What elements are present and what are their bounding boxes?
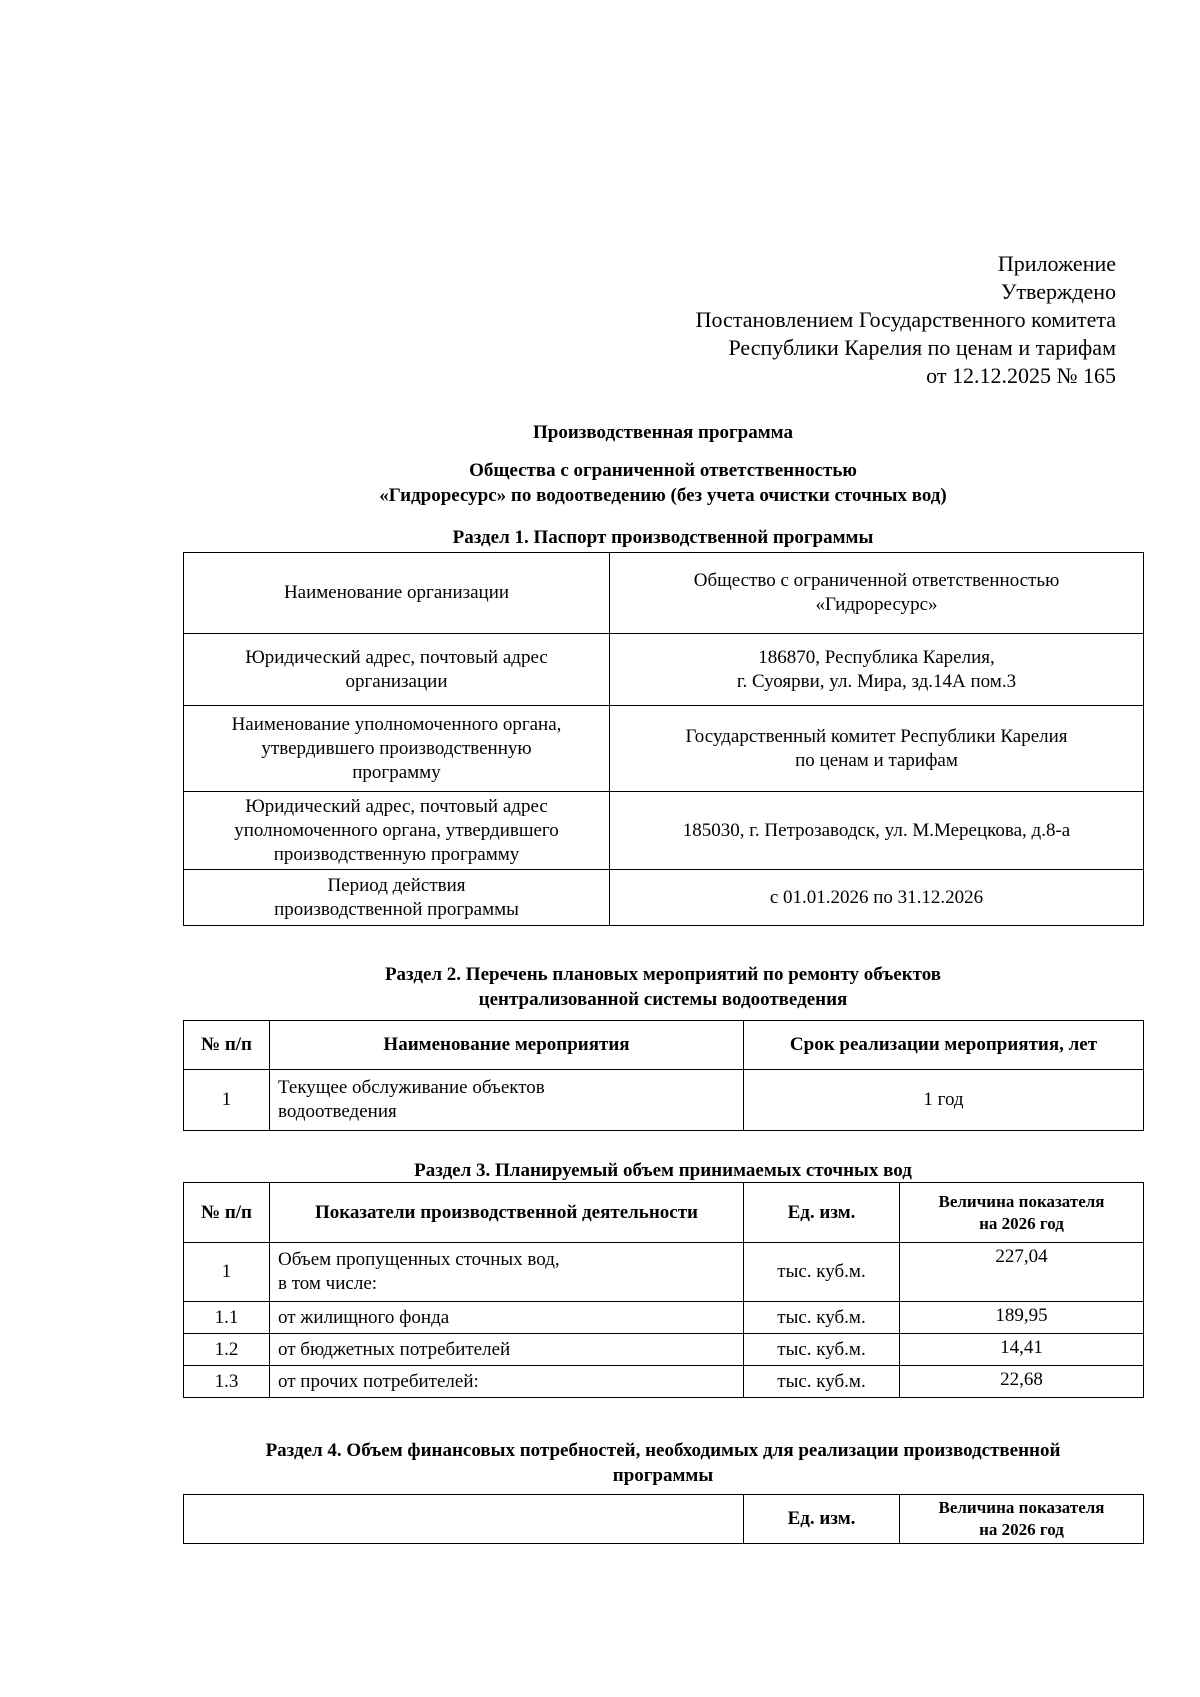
table-row [184, 1243, 1144, 1302]
row-value: 189,95 [900, 1302, 1144, 1334]
org-name-label: Наименование организации [184, 553, 610, 634]
section2-measures-table [183, 1020, 1144, 1131]
org-address-value-line-2: г. Суоярви, ул. Мира, зд.14А пом.3 [736, 670, 1017, 692]
section4-finance-table [183, 1494, 1144, 1544]
row-unit: тыс. куб.м. [744, 1334, 900, 1366]
section3-volume-table [183, 1182, 1144, 1398]
header-value-line-2: на 2026 год [979, 1213, 1064, 1233]
authority-name-label [184, 706, 610, 792]
header-blank [184, 1495, 744, 1544]
section2-title-line-1: Раздел 2. Перечень плановых мероприятий по ремонту объектов [384, 964, 942, 985]
header-num: № п/п [184, 1183, 270, 1243]
table-header-row [184, 1021, 1144, 1070]
row-unit: тыс. куб.м. [744, 1302, 900, 1334]
authority-address-label-line-3: производственную программу [273, 843, 520, 865]
section2-title [183, 962, 1143, 1012]
row-indicator: от жилищного фонда [270, 1302, 744, 1334]
org-name-value-line-2: «Гидроресурс» [815, 594, 938, 615]
organization-title-line-1: Общества с ограниченной ответственностью [469, 460, 857, 481]
measure-num: 1 [184, 1070, 270, 1131]
approval-line-committee: Республики Карелия по ценам и тарифам [728, 335, 1116, 360]
authority-name-label-line-3: программу [352, 761, 441, 783]
org-name-value [610, 553, 1144, 634]
program-period-label [184, 870, 610, 926]
header-value [900, 1495, 1144, 1544]
row-indicator-line-1: Объем пропущенных сточных вод, [278, 1249, 560, 1270]
authority-name-value [610, 706, 1144, 792]
section4-title-line-2: программы [612, 1465, 714, 1486]
authority-name-label-line-1: Наименование уполномоченного органа, [231, 713, 562, 735]
header-value-line-2: на 2026 год [979, 1520, 1064, 1539]
header-indicator: Показатели производственной деятельности [270, 1183, 744, 1243]
organization-title [183, 458, 1143, 508]
table-header-row [184, 1183, 1144, 1243]
row-indicator: от бюджетных потребителей [270, 1334, 744, 1366]
row-unit: тыс. куб.м. [744, 1366, 900, 1398]
program-period-label-line-2: производственной программы [274, 898, 519, 920]
program-title: Производственная программа [533, 422, 793, 443]
row-num: 1 [184, 1243, 270, 1302]
row-num: 1.3 [184, 1366, 270, 1398]
table-row [184, 553, 1144, 634]
org-address-label [184, 634, 610, 706]
program-period-value: с 01.01.2026 по 31.12.2026 [610, 870, 1144, 926]
authority-name-value-line-1: Государственный комитет Республики Карелия [685, 725, 1068, 747]
table-row [184, 870, 1144, 926]
table-row [184, 792, 1144, 870]
header-measure-term: Срок реализации мероприятия, лет [744, 1021, 1144, 1070]
authority-address-value: 185030, г. Петрозаводск, ул. М.Мерецкова, д.8-а [610, 792, 1144, 870]
table-row [184, 1302, 1144, 1334]
header-unit: Ед. изм. [744, 1183, 900, 1243]
table-row [184, 706, 1144, 792]
row-num: 1.2 [184, 1334, 270, 1366]
row-value: 227,04 [900, 1243, 1144, 1302]
section1-passport-table [183, 552, 1144, 926]
authority-address-label-line-2: уполномоченного органа, утвердившего [234, 819, 559, 841]
org-address-label-line-2: организации [345, 670, 448, 692]
table-header-row [184, 1495, 1144, 1544]
table-row [184, 634, 1144, 706]
measure-term: 1 год [744, 1070, 1144, 1131]
row-indicator: от прочих потребителей: [270, 1366, 744, 1398]
section1-title: Раздел 1. Паспорт производственной программы [452, 527, 874, 548]
measure-name-line-1: Текущее обслуживание объектов [278, 1077, 545, 1098]
header-unit: Ед. изм. [744, 1495, 900, 1544]
row-value: 14,41 [900, 1334, 1144, 1366]
program-period-label-line-1: Период действия [327, 874, 466, 896]
authority-address-label [184, 792, 610, 870]
section4-title [183, 1438, 1143, 1488]
header-value-line-1: Величина показателя [938, 1191, 1105, 1211]
row-unit: тыс. куб.м. [744, 1243, 900, 1302]
measure-name [270, 1070, 744, 1131]
row-num: 1.1 [184, 1302, 270, 1334]
section2-title-line-2: централизованной системы водоотведения [478, 989, 848, 1010]
row-value: 22,68 [900, 1366, 1144, 1398]
approval-line-date-number: от 12.12.2025 № 165 [926, 363, 1116, 388]
header-measure-name: Наименование мероприятия [270, 1021, 744, 1070]
org-address-value-line-1: 186870, Республика Карелия, [758, 646, 995, 668]
approval-line-appendix: Приложение [997, 251, 1116, 276]
row-indicator [270, 1243, 744, 1302]
header-value [900, 1183, 1144, 1243]
org-address-label-line-1: Юридический адрес, почтовый адрес [245, 646, 548, 668]
authority-address-label-line-1: Юридический адрес, почтовый адрес [245, 795, 548, 817]
measure-name-line-2: водоотведения [278, 1101, 397, 1122]
table-row [184, 1334, 1144, 1366]
row-indicator-line-2: в том числе: [278, 1273, 378, 1294]
header-num: № п/п [184, 1021, 270, 1070]
approval-block [516, 250, 1116, 390]
authority-name-label-line-2: утвердившего производственную [261, 737, 532, 759]
approval-line-resolution: Постановлением Государственного комитета [695, 307, 1116, 332]
section3-title: Раздел 3. Планируемый объем принимаемых сточных вод [414, 1160, 912, 1181]
header-value-line-1: Величина показателя [938, 1498, 1105, 1517]
approval-line-approved: Утверждено [1000, 279, 1116, 304]
section4-title-line-1: Раздел 4. Объем финансовых потребностей, необходимых для реализации производственной [265, 1440, 1061, 1461]
table-row [184, 1070, 1144, 1131]
org-address-value [610, 634, 1144, 706]
table-row [184, 1366, 1144, 1398]
org-name-value-line-1: Общество с ограниченной ответственностью [693, 570, 1060, 591]
organization-title-line-2: «Гидроресурс» по водоотведению (без учета очистки сточных вод) [379, 485, 947, 506]
authority-name-value-line-2: по ценам и тарифам [795, 749, 958, 771]
